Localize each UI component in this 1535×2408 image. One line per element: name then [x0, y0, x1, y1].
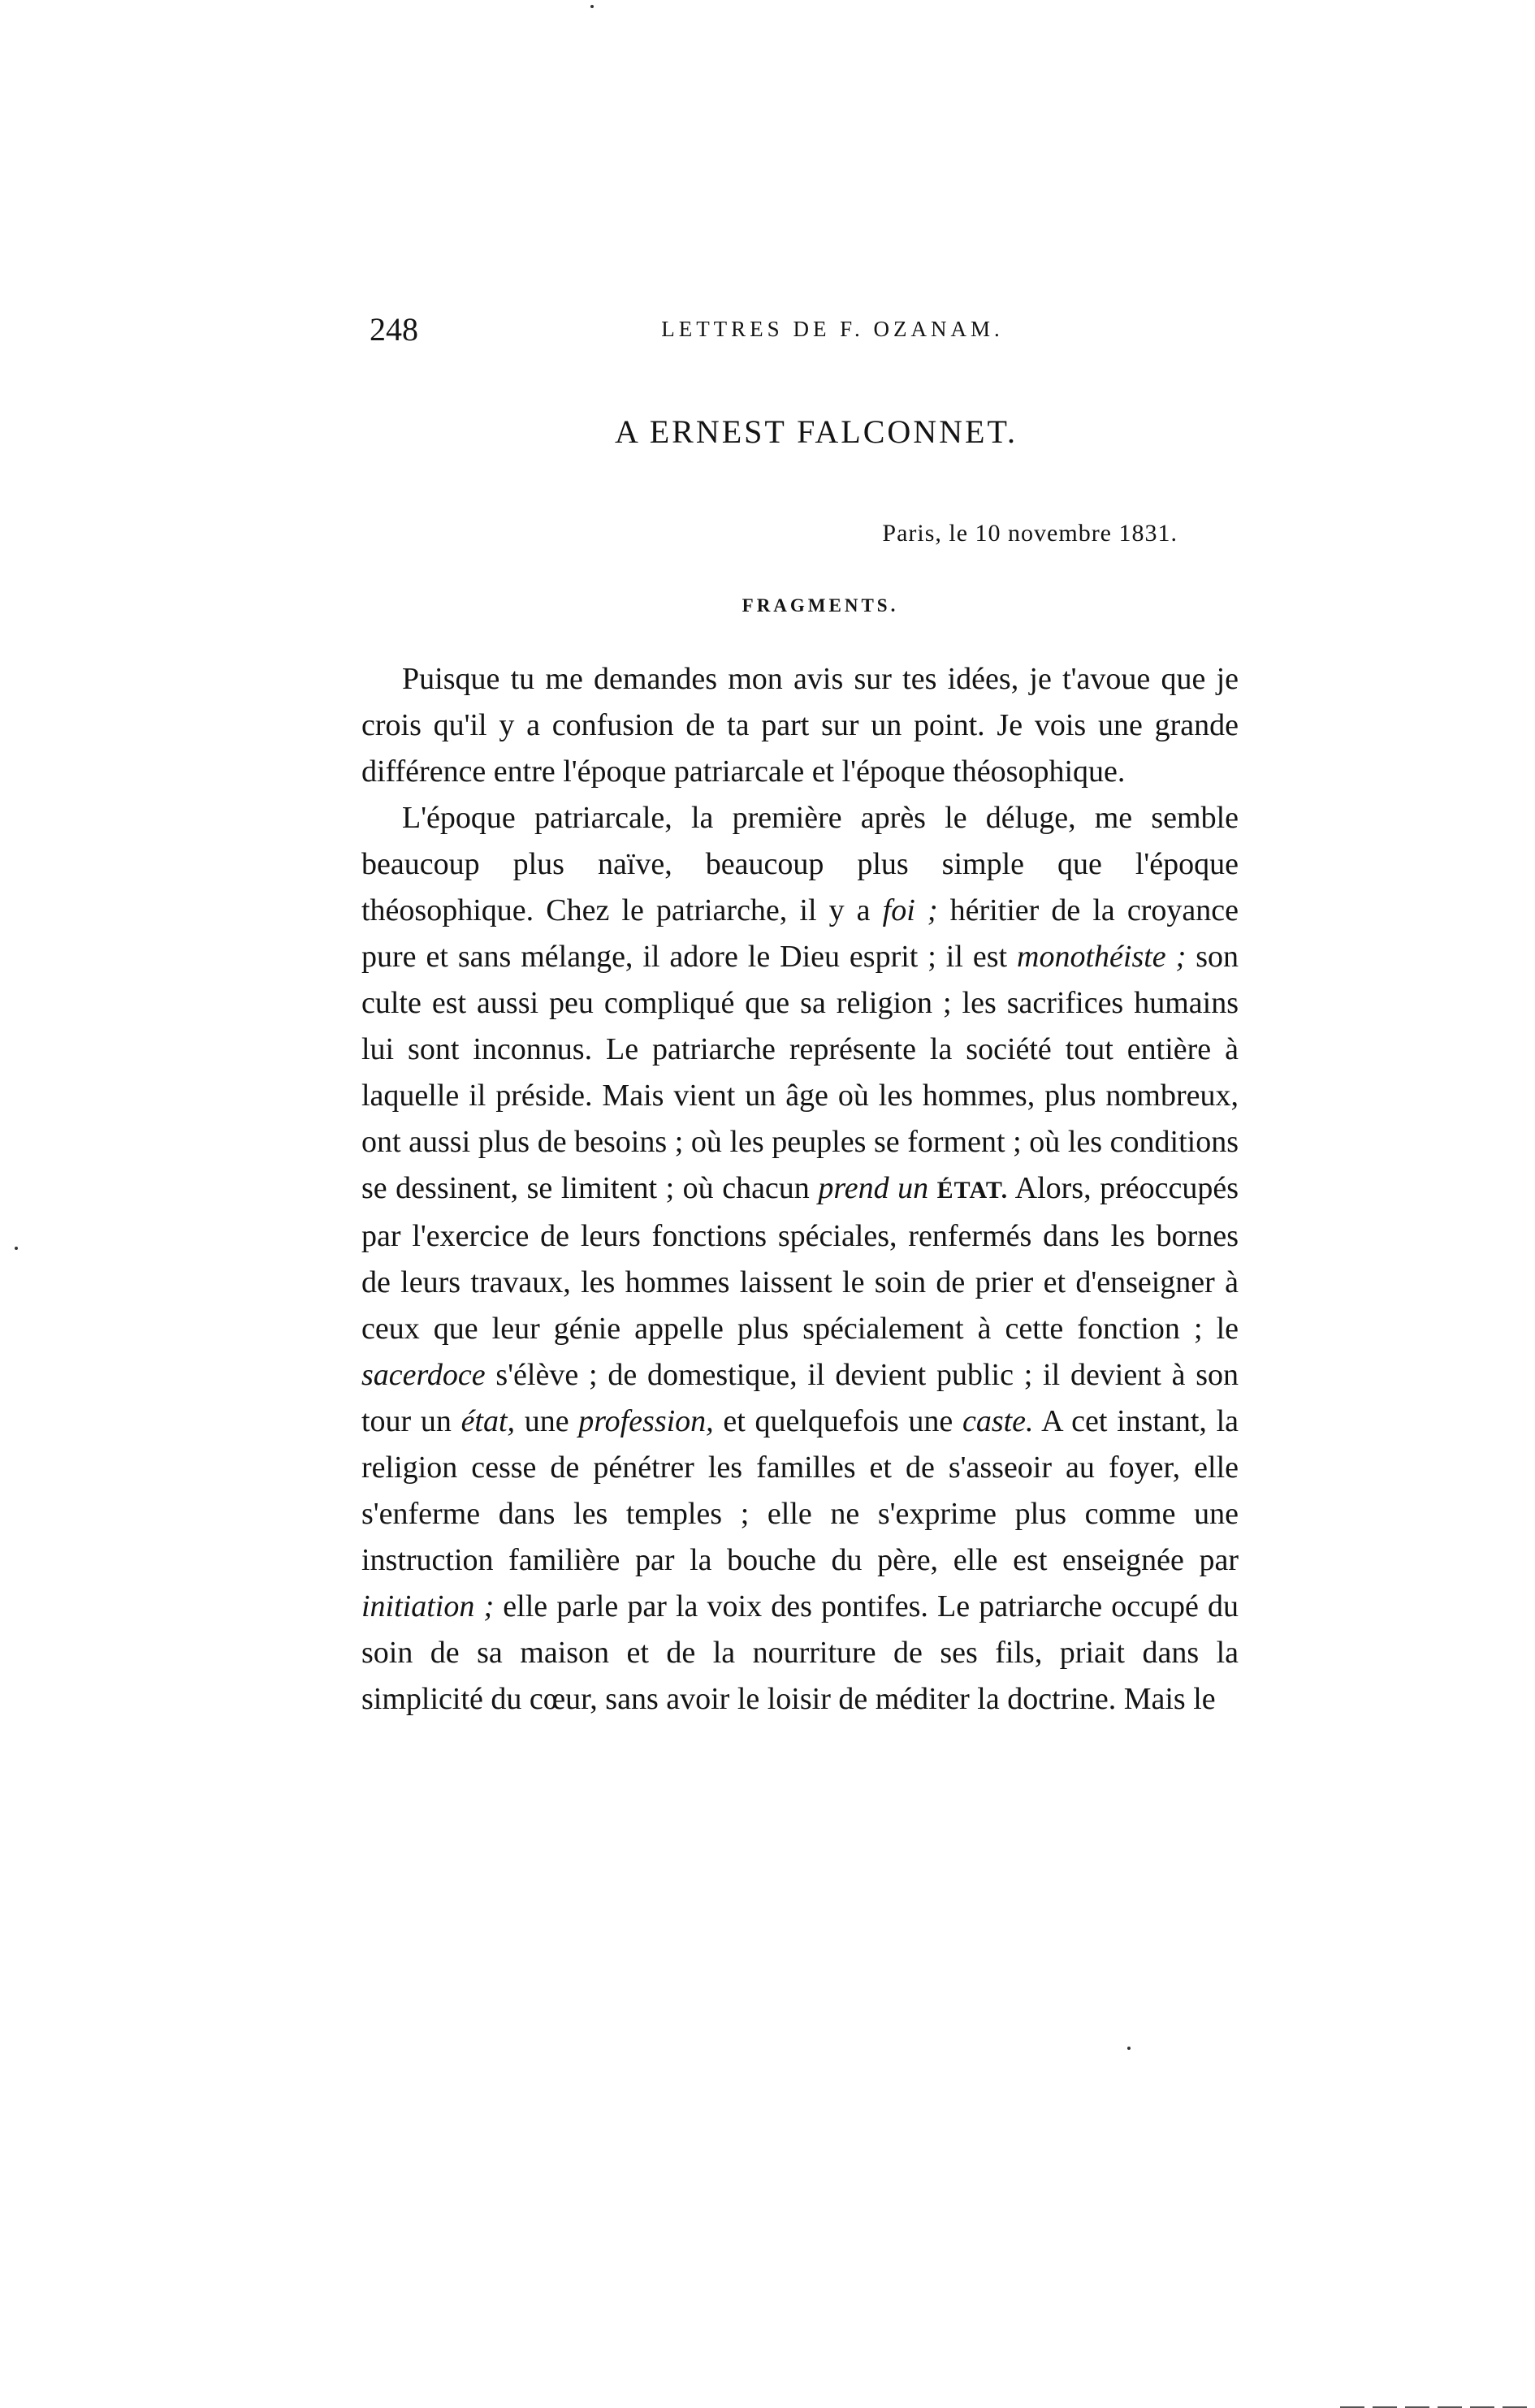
- scan-speck: [590, 5, 594, 8]
- italic-foi: foi ;: [882, 893, 938, 927]
- italic-initiation: initiation ;: [361, 1589, 495, 1623]
- paragraph-2-text: héritier de la croyance pure et sans mélange, il adore le Dieu esprit ; il est: [361, 893, 1239, 974]
- running-title: LETTRES DE F. OZANAM.: [661, 317, 1004, 341]
- small-caps-etat: ÉTAT.: [936, 1177, 1009, 1204]
- italic-profession: profession,: [578, 1404, 714, 1438]
- paragraph-2-text: son culte est aussi peu compliqué que sa religion ; les sacrifices humains lui sont inconnus. Le patriarche représente la société tout entière à laquelle il préside. Mais vient un âge où les hommes, plus nombreux, ont aussi plus de besoins ; où les peuples se forment ; où les conditions se dessinent, se limitent ; où chacun: [361, 940, 1239, 1205]
- page-number: 248: [370, 311, 418, 348]
- italic-sacerdoce: sacerdoce: [361, 1358, 486, 1392]
- paragraph-2-text: A cet instant, la religion cesse de pénétrer les familles et de s'asseoir au foyer, elle s'enferme dans les temples ; elle ne s'exprime plus comme une instruction familière par la bouche du père, elle est enseignée par: [361, 1404, 1239, 1577]
- paragraph-2-text: s'élève ; de domestique, il devient public ; il devient à son tour un: [361, 1358, 1239, 1438]
- running-head: [370, 310, 1239, 351]
- italic-prend-un: prend un: [818, 1171, 929, 1205]
- italic-caste: caste.: [962, 1404, 1034, 1438]
- paragraph-2-text: L'époque patriarcale, la première après le déluge, me semble beaucoup plus naïve, beaucoup plus simple que l'époque théosophique. Chez le patriarche, il y a: [361, 801, 1239, 927]
- scan-speck: [15, 1247, 18, 1250]
- italic-monotheiste: monothéiste ;: [1017, 940, 1187, 974]
- paragraph-2: [361, 795, 1239, 1723]
- paragraph-2-text: et quelquefois une: [713, 1404, 962, 1438]
- paragraph-2-text: Alors, préoccupés par l'exercice de leurs fonctions spéciales, renfermés dans les bornes de leurs travaux, les hommes laissent le soin de prier et d'enseigner à ceux que leur génie appelle plus spécialement à cette fonction ; le: [361, 1171, 1239, 1346]
- paragraph-2-text: elle parle par la voix des pontifes. Le patriarche occupé du soin de sa maison et de la nourriture de ses fils, priait dans la simplicité du cœur, sans avoir le loisir de méditer la doctrine. Mais le: [361, 1589, 1239, 1716]
- section-label: FRAGMENTS.: [742, 595, 899, 616]
- letter-heading: A ERNEST FALCONNET.: [615, 413, 1018, 450]
- dateline: Paris, le 10 novembre 1831.: [882, 520, 1178, 547]
- scan-speck: [1127, 2047, 1131, 2050]
- italic-etat: état,: [460, 1404, 516, 1438]
- letter-body: [361, 656, 1239, 1723]
- paragraph-2-text: une: [515, 1404, 579, 1438]
- paragraph-1: Puisque tu me demandes mon avis sur tes idées, je t'avoue que je crois qu'il y a confusion de ta part sur un point. Je vois une grande différence entre l'époque patriarcale et l'époque théosophique.: [361, 662, 1239, 789]
